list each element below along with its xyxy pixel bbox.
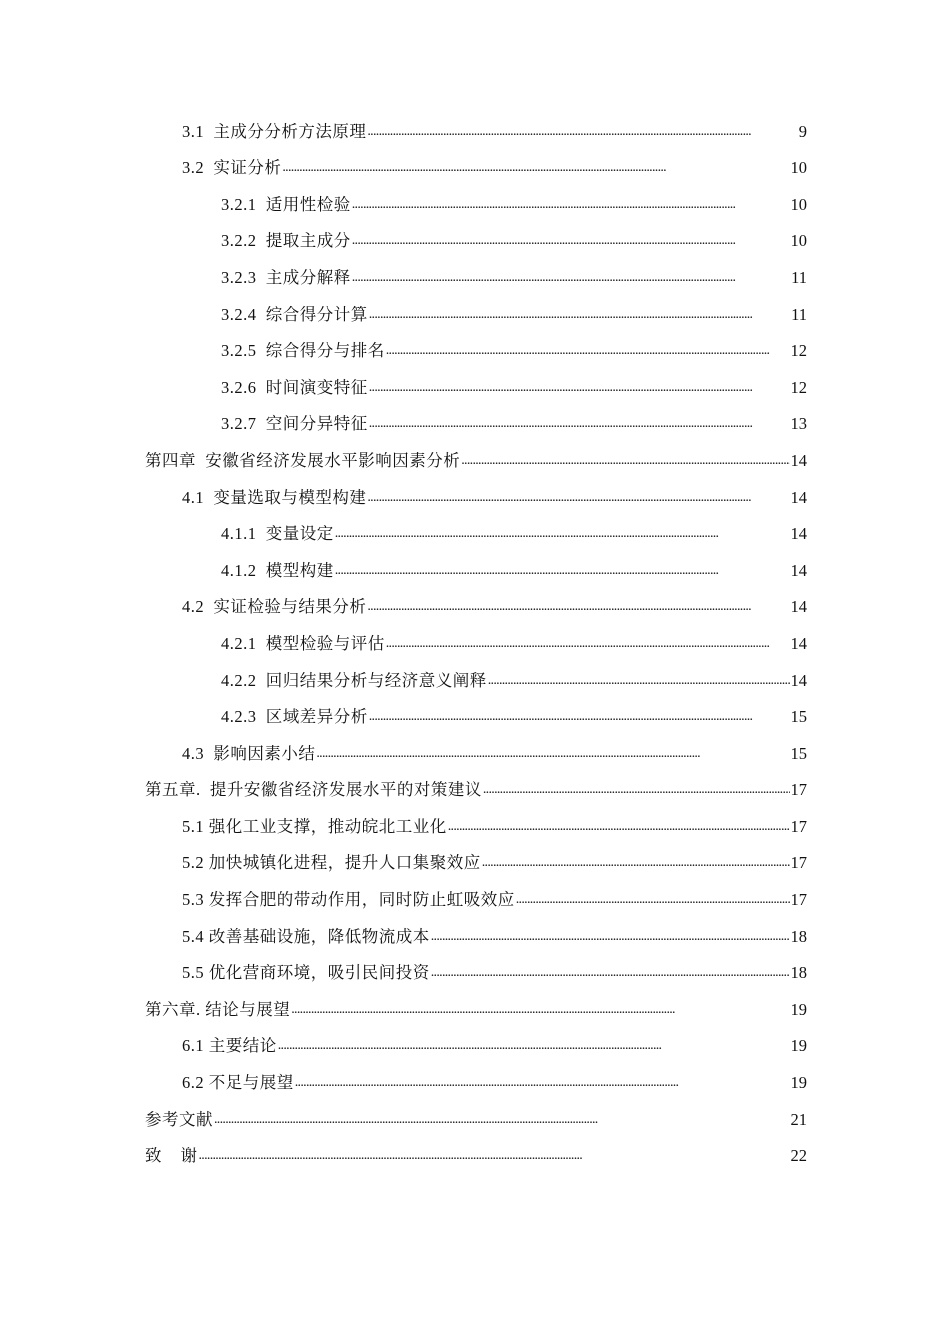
toc-entry[interactable] xyxy=(145,660,807,697)
dot-leader xyxy=(282,156,789,178)
dot-leader xyxy=(482,851,790,873)
toc-entry-page-number: 14 xyxy=(790,560,807,580)
toc-entry-title: 3.2.4 综合得分计算 xyxy=(221,304,368,324)
toc-entry-title: 致 谢 xyxy=(145,1146,198,1166)
toc-entry[interactable] xyxy=(145,440,807,477)
toc-entry-page-number: 18 xyxy=(790,926,807,946)
dot-leader xyxy=(431,961,790,983)
toc-entry-title: 5.4 改善基础设施，降低物流成本 xyxy=(182,926,430,946)
toc-entry-page-number: 14 xyxy=(790,670,807,690)
toc-entry-page-number: 12 xyxy=(790,377,807,397)
toc-entry-title: 第六章. 结论与展望 xyxy=(145,999,291,1019)
toc-entry-title: 第四章 安徽省经济发展水平影响因素分析 xyxy=(145,450,461,470)
toc-entry[interactable] xyxy=(145,770,807,807)
toc-entry[interactable] xyxy=(145,623,807,660)
dot-leader xyxy=(352,229,790,251)
toc-entry-title: 5.5 优化营商环境，吸引民间投资 xyxy=(182,963,430,983)
toc-entry[interactable] xyxy=(145,514,807,551)
toc-entry[interactable] xyxy=(145,367,807,404)
toc-entry-page-number: 17 xyxy=(790,890,807,910)
toc-entry-page-number: 9 xyxy=(798,121,807,141)
toc-entry-title: 4.1 变量选取与模型构建 xyxy=(182,487,367,507)
toc-entry-page-number: 10 xyxy=(790,231,807,251)
toc-entry[interactable] xyxy=(145,1099,807,1136)
toc-entry-title: 3.1 主成分分析方法原理 xyxy=(182,121,367,141)
toc-entry[interactable] xyxy=(145,1062,807,1099)
toc-entry[interactable] xyxy=(145,916,807,953)
dot-leader xyxy=(369,412,790,434)
dot-leader xyxy=(461,449,789,471)
toc-entry[interactable] xyxy=(145,331,807,368)
dot-leader xyxy=(335,522,790,544)
toc-entry-page-number: 14 xyxy=(790,633,807,653)
toc-entry-page-number: 13 xyxy=(790,414,807,434)
toc-entry-title: 3.2.2 提取主成分 xyxy=(221,231,351,251)
toc-entry-page-number: 12 xyxy=(790,341,807,361)
toc-entry-page-number: 14 xyxy=(790,597,807,617)
dot-leader xyxy=(386,632,790,654)
toc-entry-page-number: 14 xyxy=(790,487,807,507)
toc-entry-page-number: 17 xyxy=(790,816,807,836)
toc-entry[interactable] xyxy=(145,806,807,843)
toc-entry-title: 3.2.5 综合得分与排名 xyxy=(221,341,385,361)
toc-entry-page-number: 19 xyxy=(790,999,807,1019)
toc-entry[interactable] xyxy=(145,843,807,880)
toc-entry[interactable] xyxy=(145,879,807,916)
toc-entry-title: 3.2.6 时间演变特征 xyxy=(221,377,368,397)
toc-entry-title: 3.2.1 适用性检验 xyxy=(221,194,351,214)
toc-entry-page-number: 15 xyxy=(790,743,807,763)
dot-leader xyxy=(316,742,789,764)
toc-entry-page-number: 17 xyxy=(790,853,807,873)
dot-leader xyxy=(369,705,790,727)
dot-leader xyxy=(448,815,790,837)
toc-entry-page-number: 15 xyxy=(790,707,807,727)
toc-entry-title: 第五章. 提升安徽省经济发展水平的对策建议 xyxy=(145,780,482,800)
toc-entry[interactable] xyxy=(145,184,807,221)
toc-entry-title: 4.2.1 模型检验与评估 xyxy=(221,633,385,653)
toc-entry-title: 5.3 发挥合肥的带动作用，同时防止虹吸效应 xyxy=(182,890,515,910)
toc-entry-title: 4.2.2 回归结果分析与经济意义阐释 xyxy=(221,670,487,690)
toc-entry[interactable] xyxy=(145,257,807,294)
toc-entry-page-number: 18 xyxy=(790,963,807,983)
toc-entry-title: 5.1 强化工业支撑，推动皖北工业化 xyxy=(182,816,447,836)
dot-leader xyxy=(488,669,790,691)
dot-leader xyxy=(367,120,797,142)
toc-entry[interactable] xyxy=(145,1136,807,1173)
dot-leader xyxy=(335,559,790,581)
toc-entry[interactable] xyxy=(145,148,807,185)
toc-entry-title: 4.1.2 模型构建 xyxy=(221,560,334,580)
toc-entry-title: 4.1.1 变量设定 xyxy=(221,524,334,544)
dot-leader xyxy=(431,925,790,947)
toc-entry-title: 4.2 实证检验与结果分析 xyxy=(182,597,367,617)
dot-leader xyxy=(352,193,790,215)
dot-leader xyxy=(295,1071,790,1093)
toc-entry-title: 6.1 主要结论 xyxy=(182,1036,277,1056)
toc-entry-title: 3.2 实证分析 xyxy=(182,158,282,178)
dot-leader xyxy=(369,376,790,398)
toc-entry[interactable] xyxy=(145,111,807,148)
toc-entry[interactable] xyxy=(145,404,807,441)
dot-leader xyxy=(369,303,790,325)
toc-entry[interactable] xyxy=(145,477,807,514)
dot-leader xyxy=(352,266,790,288)
toc-entry-page-number: 11 xyxy=(791,304,807,324)
toc-entry-page-number: 14 xyxy=(790,450,807,470)
toc-entry-page-number: 19 xyxy=(790,1036,807,1056)
table-of-contents xyxy=(145,111,807,1172)
toc-entry[interactable] xyxy=(145,550,807,587)
dot-leader xyxy=(367,486,789,508)
toc-entry[interactable] xyxy=(145,733,807,770)
toc-entry-title: 参考文献 xyxy=(145,1109,213,1129)
dot-leader xyxy=(483,778,790,800)
toc-entry[interactable] xyxy=(145,221,807,258)
toc-entry[interactable] xyxy=(145,989,807,1026)
dot-leader xyxy=(214,1108,790,1130)
toc-entry-title: 3.2.3 主成分解释 xyxy=(221,267,351,287)
toc-entry[interactable] xyxy=(145,697,807,734)
toc-entry-page-number: 17 xyxy=(790,780,807,800)
toc-entry-title: 3.2.7 空间分异特征 xyxy=(221,414,368,434)
dot-leader xyxy=(291,998,789,1020)
toc-entry-title: 4.3 影响因素小结 xyxy=(182,743,316,763)
toc-entry-page-number: 14 xyxy=(790,524,807,544)
toc-entry-title: 6.2 不足与展望 xyxy=(182,1073,294,1093)
toc-entry[interactable] xyxy=(145,1026,807,1063)
toc-entry-page-number: 21 xyxy=(790,1109,807,1129)
toc-entry-title: 5.2 加快城镇化进程，提升人口集聚效应 xyxy=(182,853,481,873)
dot-leader xyxy=(386,339,790,361)
toc-entry[interactable] xyxy=(145,294,807,331)
toc-entry-page-number: 10 xyxy=(790,158,807,178)
dot-leader xyxy=(199,1144,790,1166)
toc-entry-page-number: 10 xyxy=(790,194,807,214)
toc-entry-title: 4.2.3 区域差异分析 xyxy=(221,707,368,727)
toc-entry-page-number: 19 xyxy=(790,1073,807,1093)
toc-entry-page-number: 11 xyxy=(791,267,807,287)
toc-entry[interactable] xyxy=(145,587,807,624)
dot-leader xyxy=(278,1034,790,1056)
toc-entry-page-number: 22 xyxy=(790,1146,807,1166)
dot-leader xyxy=(367,595,789,617)
toc-entry[interactable] xyxy=(145,953,807,990)
dot-leader xyxy=(516,888,790,910)
